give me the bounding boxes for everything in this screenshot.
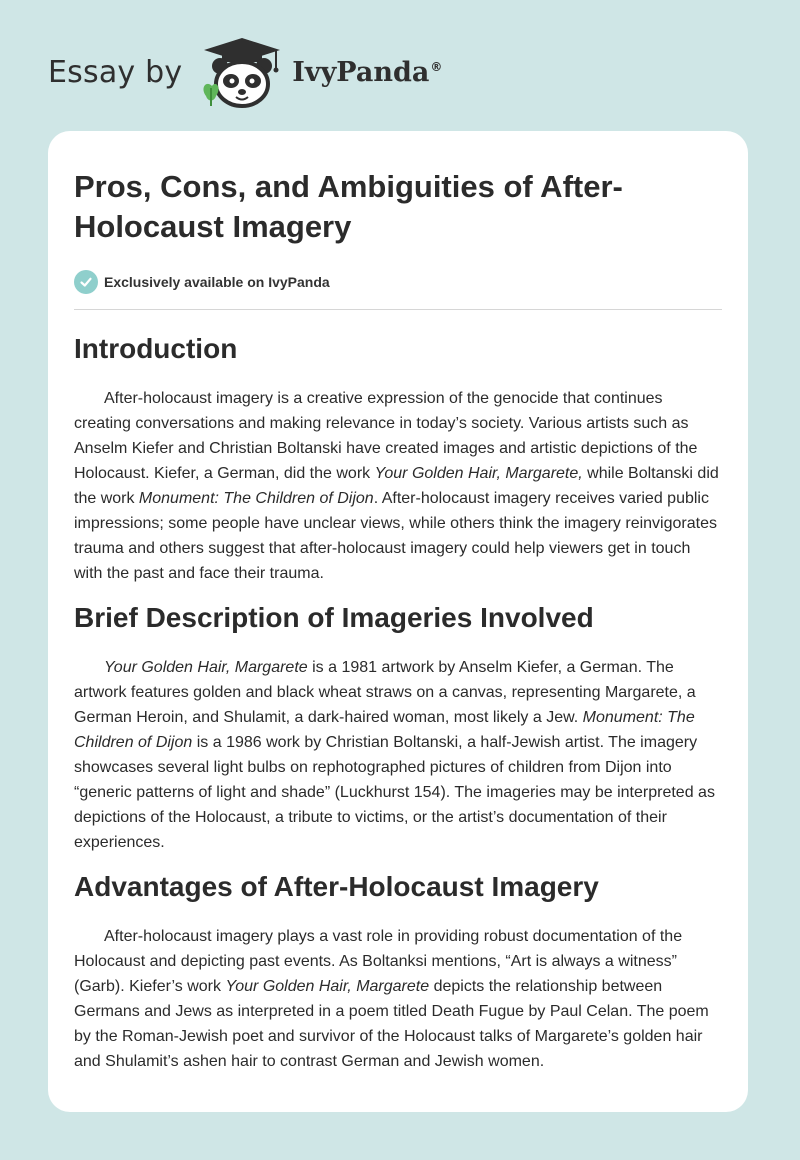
- brand-prefix: Essay by: [48, 54, 183, 90]
- checkmark-icon: [74, 270, 98, 294]
- work-title: Your Golden Hair, Margarete,: [374, 465, 583, 482]
- section-paragraph-description: [74, 655, 722, 855]
- paragraph-text: depicts the relationship between Germans and Jews as interpreted in a poem titled Death Fugue by Paul Celan. The poem by the Roman-Jewish poet and survivor of the Holocaust talks of Margarete’s golden hair and Shulamit’s ashen hair to contrast German and Jewish women.: [74, 978, 709, 1070]
- panda-logo-icon[interactable]: [196, 34, 288, 110]
- paragraph-text: is a 1986 work by Christian Boltanski, a half-Jewish artist. The imagery showcases several light bulbs on rephotographed pictures of children from Dijon into “generic patterns of light and shade” (Luckhurst 154). The imageries may be interpreted as depictions of the Holocaust, a tribute to victims, or the artist’s documentation of their experiences.: [74, 734, 715, 851]
- paragraph-text: is a 1981 artwork by Anselm Kiefer, a German. The artwork features golden and black wheat straws on a canvas, representing Margarete, a German Heroin, and Shulamit, a dark-haired woman, most likely a Jew.: [74, 659, 696, 726]
- section-heading-description: Brief Description of Imageries Involved: [74, 602, 594, 633]
- work-title: Monument: The Children of Dijon: [138, 490, 374, 507]
- paragraph-text: After-holocaust imagery is a creative expression of the genocide that continues creating conversations and making relevance in today’s society. Various artists such as Anselm Kiefer and Christian Boltanski have created images and artistic depictions of the Holocaust. Kiefer, a German, did the work: [74, 390, 698, 482]
- section-heading-advantages: Advantages of After-Holocaust Imagery: [74, 871, 599, 902]
- section-paragraph-introduction: [74, 386, 722, 586]
- article-title: Pros, Cons, and Ambiguities of After-Holocaust Imagery: [74, 169, 623, 244]
- article-card: [48, 131, 748, 1112]
- divider: [74, 309, 722, 310]
- exclusive-label: Exclusively available on IvyPanda: [104, 274, 330, 290]
- work-title: Monument: The Children of Dijon: [74, 709, 695, 751]
- work-title: Your Golden Hair, Margarete: [225, 978, 430, 995]
- paragraph-text: After-holocaust imagery plays a vast role in providing robust documentation of the Holocaust and depicting past events. As Boltanksi mentions, “Art is always a witness” (Garb). Kiefer’s work: [74, 928, 683, 995]
- paragraph-text: . After-holocaust imagery receives varied public impressions; some people have unclear views, while others think the imagery reinvigorates trauma and others suggest that after-holocaust imagery could help viewers get in touch with the past and face their trauma.: [74, 490, 717, 582]
- section-paragraph-advantages: [74, 924, 722, 1074]
- brand-name: IvyPanda®: [292, 56, 443, 88]
- paragraph-text: while Boltanski did the work: [74, 465, 719, 507]
- section-heading-introduction: Introduction: [74, 333, 238, 364]
- site-header: [48, 34, 442, 110]
- exclusive-badge: [74, 269, 722, 295]
- work-title: Your Golden Hair, Margarete: [104, 659, 308, 676]
